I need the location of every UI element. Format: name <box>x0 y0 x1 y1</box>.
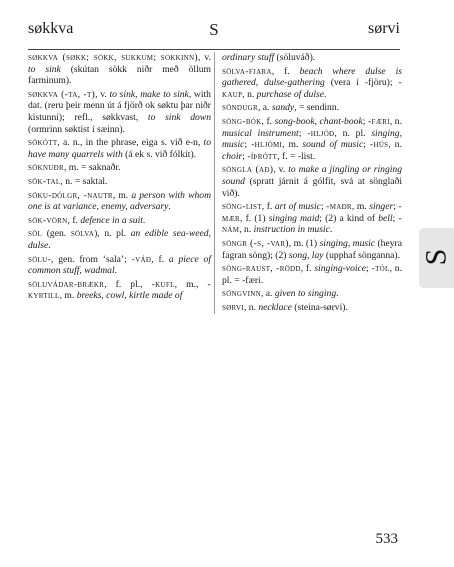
entry-text: , m., <box>174 278 208 290</box>
entry-text: , a. <box>260 288 275 300</box>
entry-text: , n. <box>388 139 402 151</box>
gloss: bell <box>378 212 393 224</box>
entry-text: (vera í -fjöru); <box>324 77 399 89</box>
headword: söngr (-s, -var) <box>222 237 289 249</box>
column-divider <box>214 52 215 314</box>
headword: söl <box>28 228 43 240</box>
dictionary-entry <box>222 238 402 261</box>
right-column <box>222 52 402 315</box>
gloss: ordinary stuff <box>222 52 275 63</box>
dictionary-entry <box>28 52 211 87</box>
entry-text: ; (2) a kind of <box>319 212 379 224</box>
header-left-guideword: søkkva <box>28 20 74 37</box>
headword: -hús <box>369 139 389 151</box>
gloss: choir <box>222 150 243 162</box>
entry-text: ; <box>366 263 372 275</box>
entry-text: , n. <box>243 301 259 313</box>
thumb-index-letter: S <box>419 248 453 266</box>
dictionary-entry <box>28 162 211 174</box>
entry-text: , m. <box>282 139 303 151</box>
entry-text: (skútan sökk niðr með öllum farminum). <box>28 63 211 87</box>
headword: söng-list <box>222 201 262 213</box>
entry-text: , f. <box>67 214 81 226</box>
gloss: an edible sea-weed, dulse <box>28 228 211 251</box>
entry-text: , m. <box>351 201 370 213</box>
entry-text: (spratt járnit á gólfit, svá at sönglaði við). <box>222 175 402 199</box>
headword: söngla (að) <box>222 164 274 176</box>
entry-text: . <box>336 288 339 300</box>
dictionary-entry <box>28 279 211 302</box>
headword: -nám <box>222 212 403 236</box>
entry-text: . <box>142 214 146 226</box>
entry-text: . <box>168 201 171 213</box>
dictionary-entry <box>28 215 211 227</box>
gloss: necklace <box>258 301 292 313</box>
dictionary-entry <box>28 176 211 188</box>
entry-text: , v. <box>197 52 211 63</box>
headword: söluvádar-brækr <box>28 278 105 290</box>
dictionary-entry <box>222 52 402 64</box>
gloss: art of music <box>274 201 321 213</box>
header-section-letter: S <box>209 20 219 39</box>
thumb-index-tab[interactable] <box>419 228 454 288</box>
gloss: singing, music <box>319 237 376 249</box>
headword: søkkva (søkk; sökk, sukkum; sokkinn) <box>28 52 198 63</box>
header-right-guideword: sørvi <box>368 20 400 37</box>
headword: -hljóð <box>307 127 335 139</box>
headword: sölva-fjara <box>222 65 272 77</box>
entry-text: ; <box>320 201 327 213</box>
headword: sørvi <box>222 301 244 313</box>
entry-text: , n. <box>239 224 254 236</box>
entry-text: (upphaf sönganna). <box>323 249 400 261</box>
entry-text: ; <box>242 150 248 162</box>
gloss: sound of music <box>302 139 364 151</box>
entry-text: , gen. from ‘sala’; <box>51 253 132 265</box>
headword: söknuðr <box>28 162 64 174</box>
entry-text: , a. <box>257 102 272 114</box>
headword: -hljómi <box>251 139 283 151</box>
entry-text: (heyra fagran söng); (2) <box>222 237 402 261</box>
gloss: song-book, chant-book <box>274 115 363 127</box>
entry-text: , f. <box>151 253 169 265</box>
gloss: beach where dulse is gathered, dulse-gathering <box>222 65 403 89</box>
entry-text: , m. (1) <box>288 237 320 249</box>
headword: -kyrtill <box>28 278 211 302</box>
gloss: a piece of common stuff, wadmal <box>28 253 211 277</box>
entry-text: , f. <box>300 263 315 275</box>
headword: söndugr <box>222 102 258 114</box>
gloss: musical instrument <box>222 127 299 139</box>
entry-text: ; <box>363 139 370 151</box>
headword: -mær <box>222 201 402 224</box>
gloss: to sink, make to sink <box>109 88 189 100</box>
gloss: to sink down <box>147 111 211 123</box>
entry-text: , m. <box>59 290 77 302</box>
entry-text: . <box>114 265 118 277</box>
headword: -íþrótt <box>247 150 278 162</box>
entry-text: ; <box>362 115 368 127</box>
headword: -kaup <box>222 77 403 100</box>
entry-text: , f. <box>261 201 275 213</box>
dictionary-entry <box>28 89 211 135</box>
entry-text: ; <box>244 139 252 151</box>
gloss: sandy <box>271 102 295 114</box>
headword: -kufl <box>151 278 175 290</box>
dictionary-entry <box>28 254 211 277</box>
headword: söng-raust, -rödd <box>222 263 301 275</box>
entry-text: . <box>48 239 51 251</box>
entry-text: , f. <box>261 115 275 127</box>
headword: sök-vörn <box>28 214 68 226</box>
headword: söng-bók <box>222 115 262 127</box>
headword: söngvinn <box>222 288 261 300</box>
entry-text: , n. = saktal. <box>60 175 108 187</box>
gloss: song, lay <box>288 249 324 261</box>
gloss: singing-voice <box>314 263 367 275</box>
entry-text: ; <box>393 201 399 213</box>
dictionary-entry <box>28 228 211 251</box>
entry-text: , with dat. (reru þeir menn út á fjörð ok søktu þar niðr kistunni); refl., søkkvast, <box>28 88 211 123</box>
entry-text: , m. = saknaðr. <box>63 162 121 174</box>
headword: -váð <box>131 253 152 265</box>
entry-text: (gen. <box>42 228 71 240</box>
entry-text: (steina-sørvi). <box>291 301 348 313</box>
gloss: a person with whom one is at variance, enemy, adversary <box>28 189 212 213</box>
headword: söku-dólgr, -nautr <box>28 189 113 201</box>
dictionary-entry <box>28 137 211 160</box>
header-rule <box>28 49 400 50</box>
entry-text: , = sendinn. <box>294 102 340 114</box>
entry-text: , v. <box>273 164 289 176</box>
entry-text: ; <box>298 127 308 139</box>
dictionary-entry <box>222 201 402 236</box>
entry-text: , f. = -list. <box>277 150 316 162</box>
dictionary-entry <box>28 190 211 213</box>
entry-text: . <box>329 224 333 236</box>
headword: sök-tal <box>28 175 61 187</box>
entry-text: ; <box>392 212 399 224</box>
left-column <box>28 52 211 304</box>
gloss: to have many quarrels with <box>28 137 211 160</box>
headword: -færi <box>367 115 390 127</box>
gloss: singing maid <box>268 212 320 224</box>
entry-text: , a. n., in the phrase, eiga s. við e-n, <box>57 137 204 149</box>
entry-text: . <box>323 88 327 100</box>
headword: sölva <box>70 228 95 240</box>
entry-text: , f. pl., <box>104 278 152 290</box>
gloss: singer <box>369 201 394 213</box>
headword: -tól <box>371 263 390 275</box>
entry-text: , n. pl. <box>334 127 372 139</box>
gloss: singing, music <box>222 127 402 151</box>
dictionary-entry <box>222 164 402 199</box>
entry-text: , n. <box>389 115 402 127</box>
gloss: defence in a suit <box>80 214 143 226</box>
entry-text: ), n. pl. <box>94 228 131 240</box>
gloss: purchase of dulse <box>256 88 324 100</box>
entry-text: , f. (1) <box>240 212 269 224</box>
headword: sölu- <box>28 253 52 265</box>
headword: -maðr <box>326 201 352 213</box>
headword: sökótt <box>28 137 58 149</box>
dictionary-entry <box>222 116 402 162</box>
entry-text: (ormrinn søktist í sæinn). <box>28 123 126 135</box>
gloss: to sink <box>28 63 61 75</box>
entry-text: , f. <box>271 65 300 77</box>
gloss: given to singing <box>274 288 337 300</box>
entry-text: , n. <box>242 88 257 100</box>
running-header <box>28 20 400 42</box>
headword: søkkva (-ta, -t) <box>28 88 96 100</box>
dictionary-entry <box>222 66 402 101</box>
dictionary-entry <box>222 102 402 114</box>
entry-text: , v. <box>95 88 110 100</box>
entry-text: (á ek s. við fólkit). <box>122 148 197 160</box>
entry-text: , n. pl. = -færi. <box>222 263 402 286</box>
gloss: breeks, cowl, kirtle made of <box>76 290 183 302</box>
gloss: to make a jingling or ringing sound <box>222 164 403 187</box>
dictionary-entry <box>222 288 402 300</box>
dictionary-entry <box>222 263 402 286</box>
gloss: instruction in music <box>253 224 330 236</box>
entry-text: , m. <box>112 189 132 201</box>
entry-text: (söluváð). <box>274 52 316 63</box>
page-number: 533 <box>375 531 398 547</box>
dictionary-entry <box>222 302 402 314</box>
